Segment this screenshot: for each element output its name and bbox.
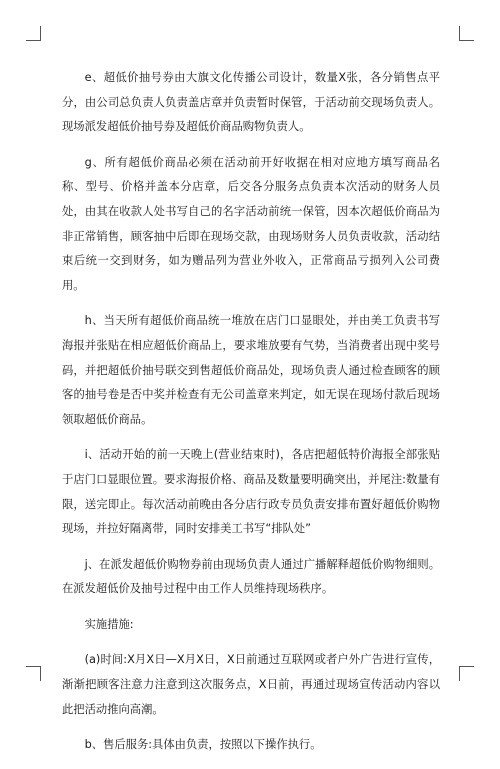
crop-mark-top-left [26, 26, 41, 41]
paragraph-e: e、超低价抽号券由大旗文化传播公司设计，数量X张，各分销售点平分，由公司总负责人负责盖店章并负责暂时保管，于活动前交现场负责人。现场派发超低价抽号券及超低价商品购物负责人。 [62, 71, 440, 134]
crop-mark-top-right [459, 26, 474, 41]
paragraph-h: h、当天所有超低价商品统一堆放在店门口显眼处，并由美工负责书写海报并张贴在相应超低价商品上，要求堆放要有气势，当消费者出现中奖号码，并把超低价抽号联交到售超低价商品处，现场负责人通过检查顾客的顾客的抽号卷是否中奖并检查有无公司盖章来判定，如无误在现场付款后现场领取超低价商品。 [62, 314, 440, 426]
crop-mark-bottom-right [459, 666, 474, 681]
paragraph-j: j、在派发超低价购物券前由现场负责人通过广播解释超低价购物细则。在派发超低价及抽号过程中由工作人员维持现场秩序。 [62, 557, 440, 596]
paragraph-b-after-sales: b、售后服务:具体由负责，按照以下操作执行。 [84, 738, 322, 752]
paragraph-i: i、活动开始的前一天晚上(营业结束时)，各店把超低特价海报全部张贴于店门口显眼位置。要求海报价格、商品及数量要明确突出，并尾注:数量有限，送完即止。每次活动前晚由各分店行政专员负责安排布置好超低价购物现场，并拉好隔离带，同时安排美工书写“排队处” [62, 448, 440, 536]
document-body [62, 66, 440, 769]
paragraph-g: g、所有超低价商品必须在活动前开好收据在相对应地方填写商品名称、型号、价格并盖本分店章，后交各分服务点负责本次活动的财务人员处，由其在收款人处书写自己的名字活动前统一保管，因本次超低价商品为非正常销售，顾客抽中后即在现场交款，由现场财务人员负责收款，活动结束后统一交到财务，如为赠品列为营业外收入，正常商品亏损列入公司费用。 [62, 155, 440, 292]
measures-heading: 实施措施: [84, 617, 134, 631]
crop-mark-bottom-left [26, 666, 41, 681]
paragraph-a-time: (a)时间:X月X日—X月X日，X日前通过互联网或者户外广告进行宣传，渐渐把顾客注意力注意到这次服务点，X日前，再通过现场宣传活动内容以此把活动推向高潮。 [62, 653, 440, 716]
